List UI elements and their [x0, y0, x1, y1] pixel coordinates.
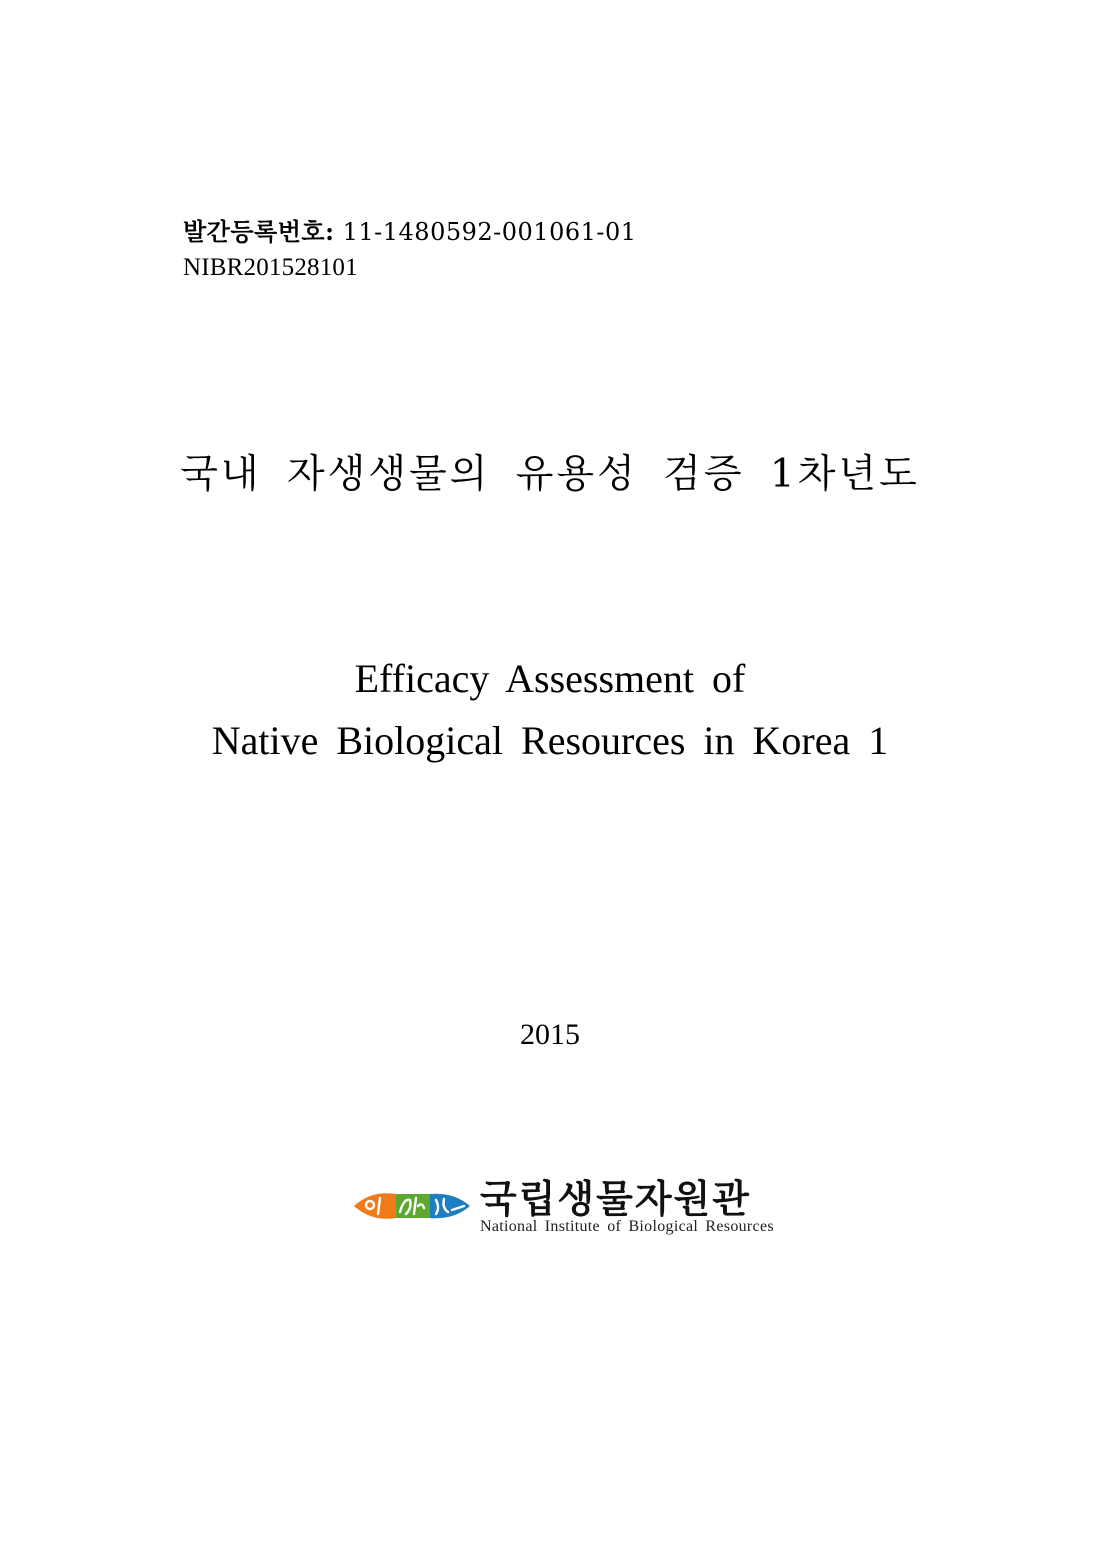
registration-number-line	[183, 214, 637, 250]
publication-code: NIBR201528101	[183, 254, 358, 281]
english-title-line-2: Native Biological Resources in Korea 1	[211, 718, 889, 763]
registration-number: 11-1480592-001061-01	[342, 218, 637, 246]
publisher-name-korean: 국립생물자원관	[480, 1177, 751, 1221]
registration-label: 발간등록번호:	[183, 217, 335, 246]
publisher-name-english: National Institute of Biological Resources	[480, 1218, 774, 1235]
english-title-line-1: Efficacy Assessment of	[354, 656, 746, 701]
english-title	[0, 648, 1100, 772]
publisher-logo	[352, 1168, 772, 1248]
publication-year: 2015	[520, 1018, 580, 1051]
korean-title: 국내 자생생물의 유용성 검증 1차년도	[180, 452, 920, 497]
nibr-leaf-logo-icon	[352, 1186, 472, 1226]
registration-block	[183, 214, 637, 286]
